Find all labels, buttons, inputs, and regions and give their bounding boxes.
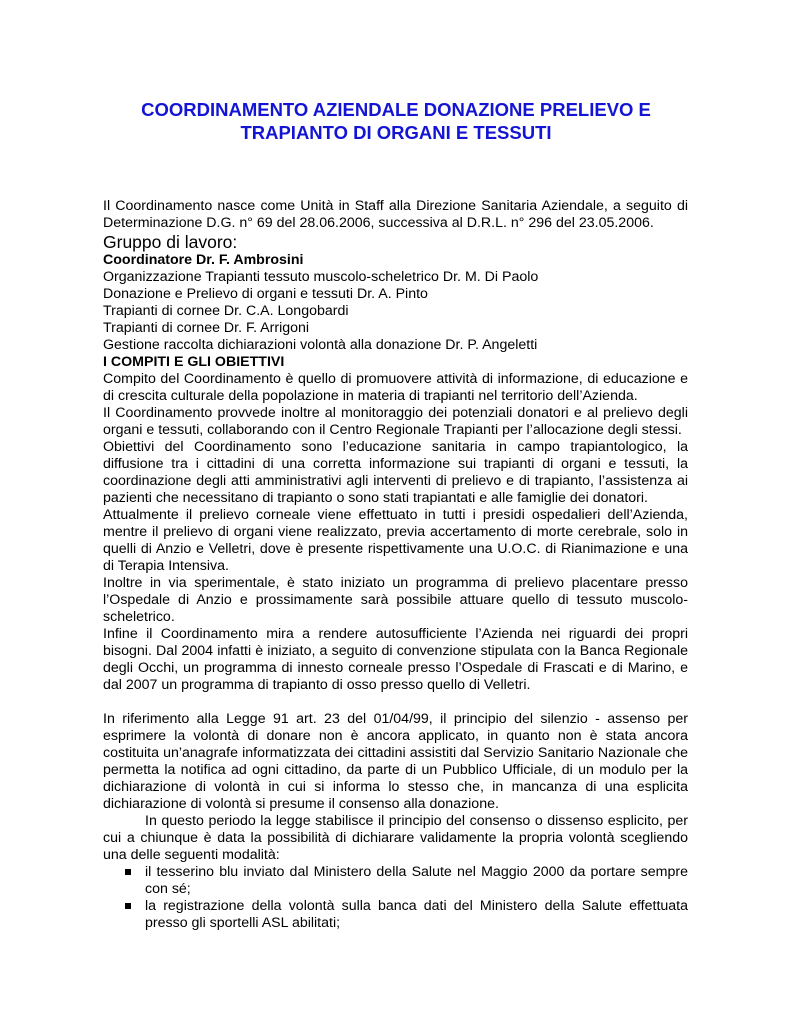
- objectives-paragraph: Inoltre in via sperimentale, è stato iniziato un programma di prelievo placentare presso l’Ospedale di Anzio e prossimamente sarà possibile attuare quello di tessuto muscolo-scheletrico.: [103, 575, 688, 625]
- member-line: Gestione raccolta dichiarazioni volontà alla donazione Dr. P. Angeletti: [103, 337, 538, 353]
- objectives-paragraph: Il Coordinamento provvede inoltre al monitoraggio dei potenziali donatori e al prelievo degli organi e tessuti, collaborando con il Centro Regionale Trapianti per l’allocazione degli stessi.: [103, 405, 688, 438]
- objectives-paragraph: Infine il Coordinamento mira a rendere autosufficiente l’Azienda nei riguardi dei propri bisogni. Dal 2004 infatti è iniziato, a seguito di convenzione stipulata con la Banca Regionale degli Occhi, un programma di innesto corneale presso l’Ospedale di Frascati e di Marino, e dal 2007 un programma di trapianto di osso presso quello di Velletri.: [103, 626, 688, 693]
- member-line: Trapianti di cornee Dr. C.A. Longobardi: [103, 303, 349, 319]
- title-line-2: TRAPIANTO DI ORGANI E TESSUTI: [240, 122, 552, 143]
- member-line: Trapianti di cornee Dr. F. Arrigoni: [103, 320, 310, 336]
- objectives-paragraph: Attualmente il prelievo corneale viene effettuato in tutti i presidi ospedalieri dell’Azienda, mentre il prelievo di organi viene realizzato, previa accertamento di morte cerebrale, solo in quelli di Anzio e Velletri, dove è presente rispettivamente una U.O.C. di Rianimazione e una di Terapia Intensiva.: [103, 507, 688, 574]
- intro-paragraph: Il Coordinamento nasce come Unità in Staff alla Direzione Sanitaria Aziendale, a seguito di Determinazione D.G. n° 69 del 28.06.2006, successiva al D.R.L. n° 296 del 23.05.2006.: [103, 198, 688, 231]
- group-heading: Gruppo di lavoro:: [103, 232, 238, 252]
- square-bullet-icon: [125, 869, 131, 875]
- coordinator-line: Coordinatore Dr. F. Ambrosini: [103, 252, 304, 268]
- list-item: [103, 864, 688, 898]
- square-bullet-icon: [125, 903, 131, 909]
- law-paragraph: In riferimento alla Legge 91 art. 23 del 01/04/99, il principio del silenzio - assenso per esprimere la volontà di donare non è ancora applicato, in quanto non è stata ancora costituita un’anagrafe informatizzata dei cittadini assistiti dal Servizio Sanitario Nazionale che permetta la notifica ad ogni cittadino, da parte di un Pubblico Ufficiale, di un modulo per la dichiarazione di volontà in cui si informa lo stesso che, in mancanza di una esplicita dichiarazione di volontà si presume il consenso alla donazione.: [103, 711, 688, 812]
- list-item: [103, 898, 688, 932]
- page-title: [100, 98, 692, 144]
- objectives-paragraph: Obiettivi del Coordinamento sono l’educazione sanitaria in campo trapiantologico, la diffusione tra i cittadini di una corretta informazione sui trapianti di organi e tessuti, la coordinazione degli atti amministrativi agli interventi di prelievo e di trapianto, l’assistenza ai pazienti che necessitano di trapianto o sono stati trapiantati e alle famiglie dei donatori.: [103, 439, 688, 506]
- list-item-text: la registrazione della volontà sulla banca dati del Ministero della Salute effettuata presso gli sportelli ASL abilitati;: [145, 898, 688, 931]
- objectives-paragraph: Compito del Coordinamento è quello di promuovere attività di informazione, di educazione e di crescita culturale della popolazione in materia di trapianti nel territorio dell’Azienda.: [103, 371, 688, 404]
- title-line-1: COORDINAMENTO AZIENDALE DONAZIONE PRELIEVO E: [141, 99, 651, 120]
- document-body: [103, 198, 688, 932]
- objectives-heading: I COMPITI E GLI OBIETTIVI: [103, 354, 285, 370]
- modalities-list: [103, 864, 688, 932]
- paragraph-gap: [103, 694, 688, 711]
- law-paragraph-indented: In questo periodo la legge stabilisce il principio del consenso o dissenso esplicito, per cui a chiunque è data la possibilità di dichiarare validamente la propria volontà scegliendo una delle seguenti modalità:: [103, 813, 688, 863]
- member-line: Donazione e Prelievo di organi e tessuti Dr. A. Pinto: [103, 286, 428, 302]
- member-line: Organizzazione Trapianti tessuto muscolo-scheletrico Dr. M. Di Paolo: [103, 269, 539, 285]
- list-item-text: il tesserino blu inviato dal Ministero della Salute nel Maggio 2000 da portare sempre con sé;: [145, 864, 688, 897]
